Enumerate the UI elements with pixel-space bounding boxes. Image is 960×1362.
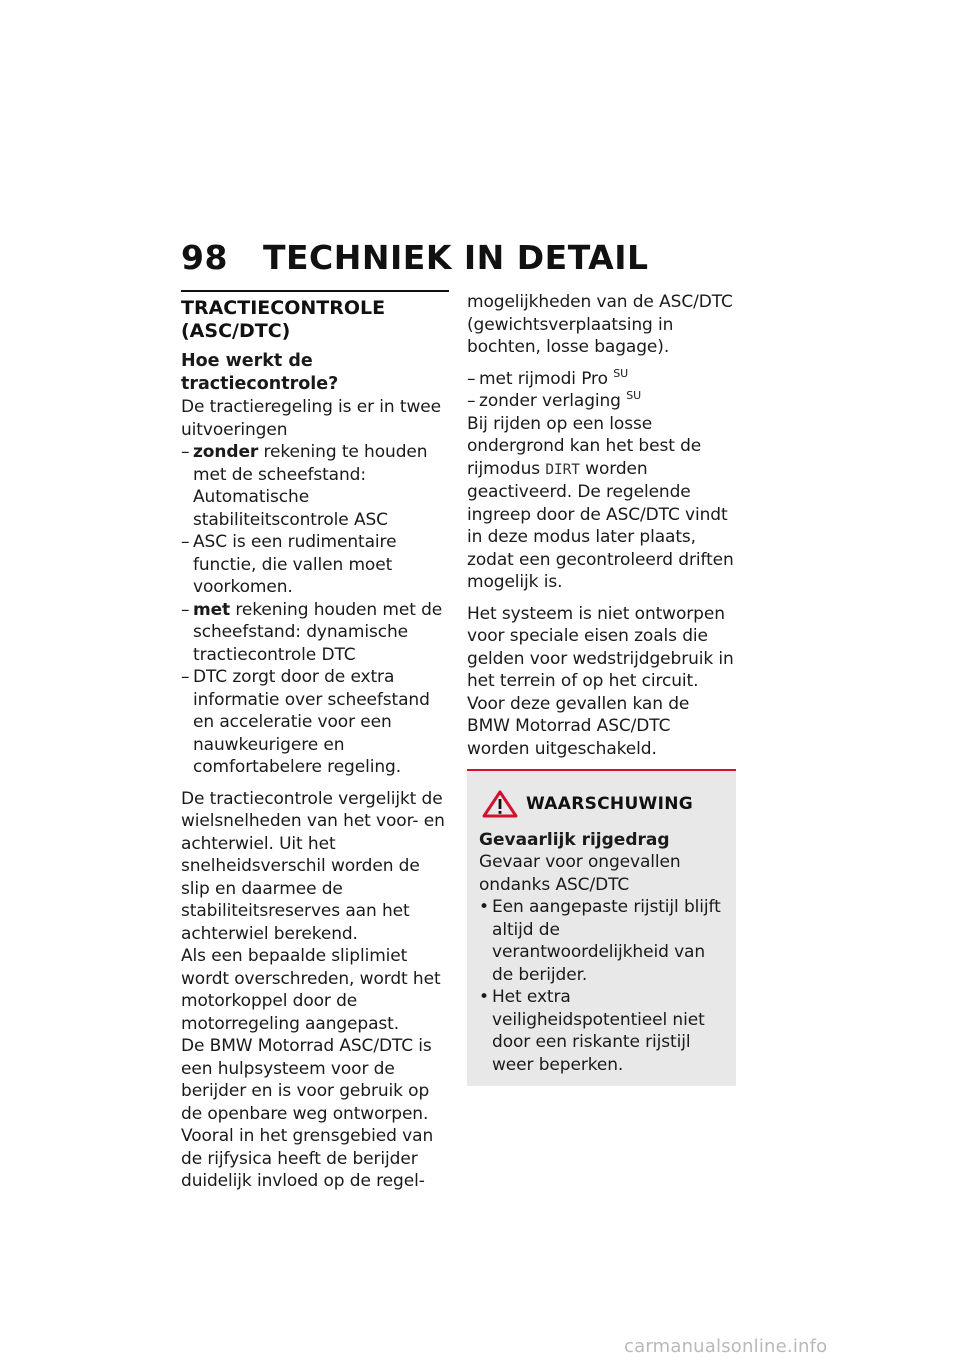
warning-bullets	[479, 896, 724, 1076]
paragraph	[467, 413, 736, 594]
warning-bullet: • Het extra veiligheidspotentieel niet door een riskante rijstijl weer beperken.	[479, 986, 724, 1076]
warning-bullet: • Een aangepaste rijstijl blijft altijd de verantwoordelijkheid van de berijder.	[479, 896, 724, 986]
option-item	[181, 599, 449, 667]
options-list	[181, 441, 449, 779]
condition-text: zonder verlaging	[479, 391, 621, 411]
warning-title: Gevaarlijk rijgedrag	[479, 830, 670, 850]
paragraph: De tractiecontrole vergelijkt de wielsnelheden van het voor- en achterwiel. Uit het snelheidsverschil worden de slip en daarmee de stabiliteitsreserves aan het achterwiel berekend.	[181, 788, 445, 944]
intro-text: De tractieregeling is er in twee uitvoeringen	[181, 397, 441, 440]
page-title: TECHNIEK IN DETAIL	[263, 238, 649, 277]
section-title: TRACTIECONTROLE (ASC/DTC)	[181, 297, 386, 342]
option-text: rekening houden met de scheefstand: dynamische tractiecontrole DTC	[193, 599, 443, 665]
section-rule	[181, 290, 449, 292]
condition-text: met rijmodi Pro	[479, 368, 608, 389]
condition-sup: SU	[626, 389, 642, 402]
conditions-list	[467, 368, 736, 413]
paragraph: De BMW Motorrad ASC/DTC is een hulpsysteem voor de berijder en is voor gebruik op de openbare weg ontworpen. Vooral in het grensgebied van de rijfysica heeft de berijder duidelijk invloed op de regel-	[181, 1036, 434, 1191]
right-column	[467, 290, 736, 1086]
paragraph: mogelijkheden van de ASC/DTC (gewichtsverplaatsing in bochten, losse bagage).	[467, 292, 733, 357]
page-header	[181, 238, 649, 277]
option-bold: met	[193, 599, 231, 620]
paragraph: Het systeem is niet ontworpen voor speciale eisen zoals die gelden voor wedstrijdgebruik in het terrein of op het circuit. Voor deze gevallen kan de BMW Motorrad ASC/DTC worden uitgeschakeld.	[467, 603, 734, 759]
condition-sup: SU	[613, 366, 629, 380]
page-number: 98	[181, 238, 228, 277]
option-bold: zonder	[193, 442, 259, 462]
mode-name: DIRT	[545, 461, 580, 478]
paragraph-text: Bij rijden op een losse ondergrond kan het best de rijmodus	[467, 413, 702, 479]
option-text: rekening te houden met de scheefstand: Automatische stabiliteitscontrole ASC	[193, 442, 428, 530]
paragraph: Als een bepaalde sliplimiet wordt overschreden, wordt het motorkoppel door de motorregeling aangepast.	[181, 946, 441, 1034]
warning-label: WAARSCHUWING	[526, 794, 694, 814]
question-heading: Hoe werkt de tractiecontrole?	[181, 351, 339, 394]
option-item	[181, 531, 449, 599]
warning-text: Gevaar voor ongevallen ondanks ASC/DTC	[479, 852, 681, 895]
warning-box	[467, 769, 736, 1086]
warning-triangle-icon	[481, 789, 519, 819]
option-item	[181, 441, 449, 531]
paragraph-text: worden geactiveerd. De regelende ingreep door de ASC/DTC vindt in deze modus later plaats, zodat een gecontroleerd driften mogelijk is.	[467, 458, 734, 592]
condition-item	[467, 390, 736, 413]
option-item	[181, 666, 449, 779]
warning-header	[479, 789, 724, 819]
watermark: carmanualsonline.info	[624, 1336, 828, 1357]
condition-item	[467, 368, 736, 391]
left-column	[181, 290, 449, 1193]
option-text: ASC is een rudimentaire functie, die vallen moet voorkomen.	[193, 532, 397, 597]
option-text: DTC zorgt door de extra informatie over scheefstand en acceleratie voor een nauwkeurigere en comfortabelere regeling.	[193, 667, 430, 777]
